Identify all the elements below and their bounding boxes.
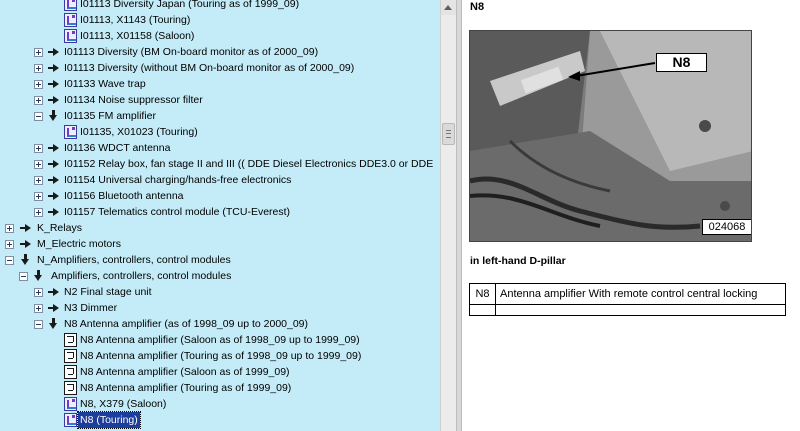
photo-caption: in left-hand D-pillar	[470, 255, 566, 267]
arrow-right-icon	[53, 96, 59, 104]
plus-toggle-icon[interactable]	[34, 80, 43, 89]
wiring-document-icon	[64, 381, 77, 395]
arrow-down-icon	[49, 110, 58, 121]
arrow-down-icon	[49, 318, 58, 329]
plus-toggle-icon[interactable]	[34, 48, 43, 57]
tree-pane: I01113 Diversity Japan (Touring as of 1999_09) I01113, X1143 (Touring) I01113, X01158 (Saloon) I01113 Diversity (BM On-board monitor as of 2000_09) I01113 Diversity (without BM On-board monitor as of 2000_09) I01133 Wave trap I01134 Noise suppressor filter I01135 FM amplifier I01135, X01023 (Touring) I01136 WDCT antenna I01152 Relay box, fan stage II and III (( DDE Diesel Electronics DDE3.0 or DDE I01154 Universal charging/hands-free electronics I01156 Bluetooth antenna I01157 Telematics control module (TCU-Everest) K_Relays M_Electric motors N_Amplifiers, controllers, control modules Amplifiers, controllers, control modules N2 Final stage unit N3 Dimmer N8 Antenna amplifier (as of 1998_09 up to 2000_09) N8 Antenna amplifier (Saloon as of 1998_09 up to 1999_09) N8 Antenna amplifier (Touring as of 1998_09 up to 1999_09) N8 Antenna amplifier (Saloon as of 1999_09) N8 Antenna amplifier (Touring as of 1999_09) N8, X379 (Saloon) N8 (Touring)	[0, 0, 440, 431]
arrow-right-icon	[53, 48, 59, 56]
document-title: N8	[470, 1, 485, 13]
arrow-right-icon	[53, 192, 59, 200]
plus-toggle-icon[interactable]	[34, 96, 43, 105]
plus-toggle-icon[interactable]	[34, 208, 43, 217]
plus-toggle-icon[interactable]	[34, 160, 43, 169]
photo-document-icon	[64, 125, 77, 139]
wiring-document-icon	[64, 365, 77, 379]
arrow-right-icon	[53, 208, 59, 216]
minus-toggle-icon[interactable]	[5, 256, 14, 265]
photo-callout-label: N8	[656, 53, 707, 72]
plus-toggle-icon[interactable]	[34, 64, 43, 73]
plus-toggle-icon[interactable]	[5, 240, 14, 249]
photo-reference-number: 024068	[702, 219, 752, 235]
photo-document-icon	[64, 0, 77, 11]
arrow-right-icon	[25, 240, 31, 248]
photo-document-icon	[64, 397, 77, 411]
component-photo	[469, 30, 752, 242]
tree-scrollbar[interactable]	[440, 0, 456, 431]
arrow-right-icon	[25, 224, 31, 232]
arrow-right-icon	[53, 160, 59, 168]
minus-toggle-icon[interactable]	[34, 320, 43, 329]
arrow-down-icon	[21, 254, 30, 265]
arrow-right-icon	[53, 64, 59, 72]
plus-toggle-icon[interactable]	[34, 176, 43, 185]
wiring-document-icon	[64, 333, 77, 347]
photo-document-icon	[64, 413, 77, 427]
legend-code-cell: N8	[470, 284, 496, 305]
minus-toggle-icon[interactable]	[19, 272, 28, 281]
scroll-up-arrow-icon[interactable]	[441, 0, 456, 15]
photo-document-icon	[64, 29, 77, 43]
legend-table	[469, 283, 786, 316]
wiring-document-icon	[64, 349, 77, 363]
photo-document-icon	[64, 13, 77, 27]
arrow-right-icon	[53, 288, 59, 296]
legend-description-cell	[496, 305, 786, 316]
table-row	[470, 305, 786, 316]
plus-toggle-icon[interactable]	[34, 304, 43, 313]
arrow-right-icon	[53, 80, 59, 88]
arrow-right-icon	[53, 176, 59, 184]
arrow-right-icon	[53, 144, 59, 152]
document-pane	[462, 0, 800, 431]
plus-toggle-icon[interactable]	[5, 224, 14, 233]
legend-description-cell: Antenna amplifier With remote control central locking	[496, 284, 786, 305]
plus-toggle-icon[interactable]	[34, 144, 43, 153]
arrow-down-icon	[34, 270, 43, 281]
photo-illustration	[470, 31, 752, 242]
plus-toggle-icon[interactable]	[34, 288, 43, 297]
arrow-right-icon	[53, 304, 59, 312]
plus-toggle-icon[interactable]	[34, 192, 43, 201]
scroll-thumb[interactable]	[442, 123, 455, 145]
table-row	[470, 284, 786, 305]
minus-toggle-icon[interactable]	[34, 112, 43, 121]
legend-code-cell	[470, 305, 496, 316]
